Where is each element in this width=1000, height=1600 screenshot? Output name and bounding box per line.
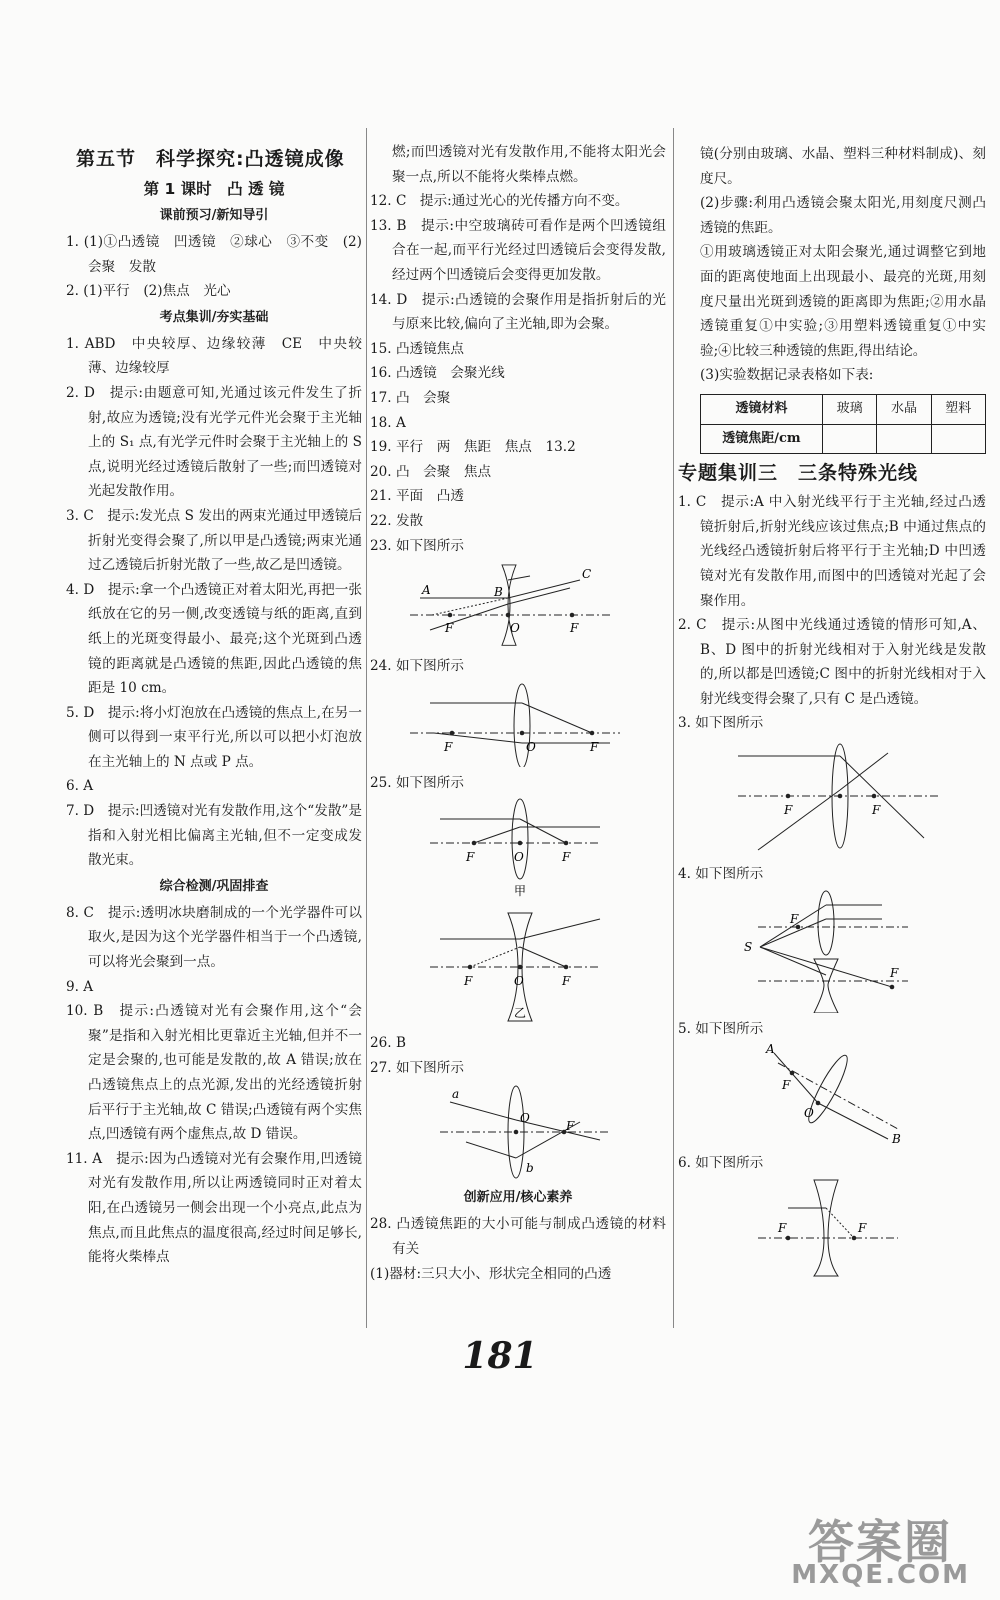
label-C: C <box>582 567 592 582</box>
figure-25 <box>370 797 666 1027</box>
answer-item: 22. 发散 <box>370 512 424 529</box>
answer-item: ①用玻璃透镜正对太阳会聚光,通过调整它到地面的距离使地面上出现最小、最亮的光斑,用刻度尺量出光斑到透镜的距离即为焦距;②用水晶透镜重复①中实验;③用塑料透镜重复①中实验;④比较三种透镜的焦距,得出结论。 <box>700 244 986 359</box>
watermark-logo: 答案圈 <box>808 1515 952 1569</box>
answer-item: 2. (1)平行 (2)焦点 光心 <box>66 283 231 300</box>
label-B: B <box>494 585 503 600</box>
figure-label-jia: 甲 <box>514 884 527 899</box>
answer-item: 1. (1)①凸透镜 凹透镜 ②球心 ③不变 (2)会聚 发散 <box>66 234 362 275</box>
lesson-title: 第 1 课时 凸 透 镜 <box>143 180 285 198</box>
table-cell: 透镜材料 <box>701 394 823 424</box>
section-title: 第五节 科学探究:凸透镜成像 <box>76 148 345 170</box>
label-a: a <box>452 1087 460 1102</box>
answer-item: 25. 如下图所示 <box>370 774 464 791</box>
answer-item: 18. A <box>370 414 406 431</box>
answer-item: 5. 如下图所示 <box>678 1020 764 1037</box>
subsection-heading: 考点集训/夯实基础 <box>159 309 269 325</box>
column-3 <box>678 142 986 1282</box>
label-b: b <box>526 1161 534 1176</box>
answer-item: 2. D 提示:由题意可知,光通过该元件发生了折射,故应为透镜;没有光学元件光会聚于主光轴上的 S₁ 点,有光学元件时会聚于主光轴上的 S 点,说明光经过透镜后散射了一些;而凹透镜对光起发散作用。 <box>66 384 362 500</box>
answer-item: 24. 如下图所示 <box>370 658 464 675</box>
answer-item: 3. C 提示:发光点 S 发出的两束光通过甲透镜后折射光变得会聚了,所以甲是凸透镜;两束光通过乙透镜后折射光散了一些,故乙是凹透镜。 <box>66 507 362 574</box>
label-A: A <box>766 1043 775 1057</box>
label-F: F <box>858 1220 867 1235</box>
answer-item: 镜(分别由玻璃、水晶、塑料三种材料制成)、刻度尺。 <box>700 146 986 187</box>
page-number: 181 <box>462 1335 538 1377</box>
answer-item: (3)实验数据记录表格如下表: <box>700 367 874 384</box>
subsection-heading: 课前预习/新知导引 <box>159 208 269 223</box>
answer-item: 19. 平行 两 焦距 焦点 13.2 <box>370 439 576 456</box>
answer-item: 10. B 提示:凸透镜对光有会聚作用,这个“会聚”是指和入射光相比更靠近主光轴,但并不一定是会聚的,也可能是发散的,故 A 错误;放在凸透镜焦点上的点光源,发出的光经透镜折射后平行于主光轴,故 C 错误;凸透镜有两个实焦点,凹透镜有两个虚焦点,故 D 错误。 <box>66 1003 362 1143</box>
answer-item: 8. C 提示:透明冰块磨制成的一个光学器件可以取火,是因为这个光学器件相当于一个凸透镜,可以将光会聚到一点。 <box>66 904 362 971</box>
label-F: F <box>790 911 799 926</box>
data-table <box>700 394 986 454</box>
answer-item: 23. 如下图所示 <box>370 537 464 554</box>
answer-item: 6. 如下图所示 <box>678 1155 764 1172</box>
table-cell: 透镜焦距/cm <box>701 424 823 454</box>
figure-27 <box>370 1082 666 1180</box>
answer-item: 13. B 提示:中空玻璃砖可看作是两个凹透镜组合在一起,而平行光经过凹透镜后会变得发散,经过两个凹透镜后会变得更加发散。 <box>370 217 666 283</box>
table-cell: 塑料 <box>931 394 985 424</box>
answer-item: 26. B <box>370 1035 406 1052</box>
table-cell <box>877 424 931 454</box>
answer-item: 28. 凸透镜焦距的大小可能与制成凸透镜的材料有关 <box>370 1216 666 1258</box>
label-O: O <box>510 621 520 636</box>
label-F: F <box>562 974 571 989</box>
label-O: O <box>526 739 536 754</box>
answer-item: 20. 凸 会聚 焦点 <box>370 463 492 480</box>
answer-item: 2. C 提示:从图中光线通过透镜的情形可知,A、B、D 图中的折射光线相对于入射光线是发散的,所以都是凹透镜;C 图中的折射光线相对于入射光线变得会聚了,只有 C 是凸透镜。 <box>678 617 986 707</box>
table-cell: 水晶 <box>877 394 931 424</box>
answer-item: 3. 如下图所示 <box>678 715 764 732</box>
subsection-heading: 创新应用/核心素养 <box>463 1190 573 1206</box>
answer-item: 17. 凸 会聚 <box>370 389 451 406</box>
answer-item: (1)器材:三只大小、形状完全相同的凸透 <box>370 1265 612 1282</box>
answer-item: 1. C 提示:A 中入射光线平行于主光轴,经过凸透镜折射后,折射光线应该过焦点;B 中通过焦点的光线经凸透镜折射后将平行于主光轴;D 中凹透镜对光有发散作用,而图中的凹透镜对光起了会聚作用。 <box>678 494 986 609</box>
answer-item: 15. 凸透镜焦点 <box>370 340 464 357</box>
column-2 <box>370 140 666 1286</box>
figure-5 <box>678 1043 986 1147</box>
label-F: F <box>445 621 454 636</box>
label-A: A <box>422 583 431 598</box>
figure-3 <box>678 738 986 858</box>
figure-label-yi: 乙 <box>514 1006 527 1021</box>
answer-item: (2)步骤:利用凸透镜会聚太阳光,用刻度尺测凸透镜的焦距。 <box>700 195 986 236</box>
figure-4 <box>678 889 986 1013</box>
figure-6 <box>678 1178 986 1278</box>
answer-item: 1. ABD 中央较厚、边缘较薄 CE 中央较薄、边缘较厚 <box>66 335 362 377</box>
answer-item: 21. 平面 凸透 <box>370 488 464 505</box>
column-divider-2 <box>673 128 674 1328</box>
label-F: F <box>570 621 579 636</box>
label-F: F <box>782 1078 791 1093</box>
answer-item: 5. D 提示:将小灯泡放在凸透镜的焦点上,在另一侧可以得到一束平行光,所以可以把小灯泡放在主光轴上的 N 点或 P 点。 <box>66 704 362 770</box>
answer-item: 4. D 提示:拿一个凸透镜正对着太阳光,再把一张纸放在它的另一侧,改变透镜与纸的距离,直到纸上的光斑变得最小、最亮;这个光斑到凸透镜的距离就是凸透镜的焦距,因此凸透镜的焦距是 10 cm。 <box>66 581 362 697</box>
label-S: S <box>744 939 753 954</box>
label-O: O <box>514 850 524 865</box>
answer-item: 7. D 提示:凹透镜对光有发散作用,这个“发散”是指和入射光相比偏离主光轴,但不一定变成发散光束。 <box>66 803 362 869</box>
answer-item: 燃;而凹透镜对光有发散作用,不能将太阳光会聚一点,所以不能将火柴棒点燃。 <box>392 144 666 185</box>
label-O: O <box>514 974 524 989</box>
label-F: F <box>566 1119 575 1134</box>
label-F: F <box>444 739 453 754</box>
label-F: F <box>562 850 571 865</box>
table-cell <box>822 424 876 454</box>
answer-item: 9. A <box>66 978 94 995</box>
figure-23 <box>370 560 666 650</box>
answer-item: 11. A 提示:因为凸透镜对光有会聚作用,凹透镜对光有发散作用,所以让两透镜同时正对着太阳,在凸透镜另一侧会出现一个小亮点,此点为焦点,而且此焦点的温度很高,经过时间足够长,能将火柴棒点 <box>66 1150 362 1266</box>
section-title: 专题集训三 三条特殊光线 <box>678 462 919 485</box>
label-F: F <box>778 1220 787 1235</box>
label-F: F <box>890 965 899 980</box>
label-O: O <box>520 1111 530 1126</box>
column-1 <box>66 140 362 1270</box>
answer-item: 12. C 提示:通过光心的光传播方向不变。 <box>370 193 629 210</box>
figure-24 <box>370 681 666 767</box>
answer-item: 4. 如下图所示 <box>678 866 764 883</box>
label-O: O <box>804 1106 814 1121</box>
label-B: B <box>892 1132 901 1147</box>
column-divider-1 <box>366 128 367 1328</box>
table-cell <box>931 424 985 454</box>
label-F: F <box>464 974 473 989</box>
label-F: F <box>872 803 881 818</box>
answer-item: 14. D 提示:凸透镜的会聚作用是指折射后的光与原来比较,偏向了主光轴,即为会聚。 <box>370 291 666 333</box>
watermark-url: MXQE.COM <box>791 1560 970 1590</box>
answer-item: 6. A <box>66 778 94 795</box>
label-F: F <box>590 739 599 754</box>
table-cell: 玻璃 <box>822 394 876 424</box>
answer-item: 16. 凸透镜 会聚光线 <box>370 365 505 382</box>
label-F: F <box>466 850 475 865</box>
answer-item: 27. 如下图所示 <box>370 1059 464 1076</box>
label-F: F <box>784 803 793 818</box>
subsection-heading: 综合检测/巩固排查 <box>159 878 269 894</box>
